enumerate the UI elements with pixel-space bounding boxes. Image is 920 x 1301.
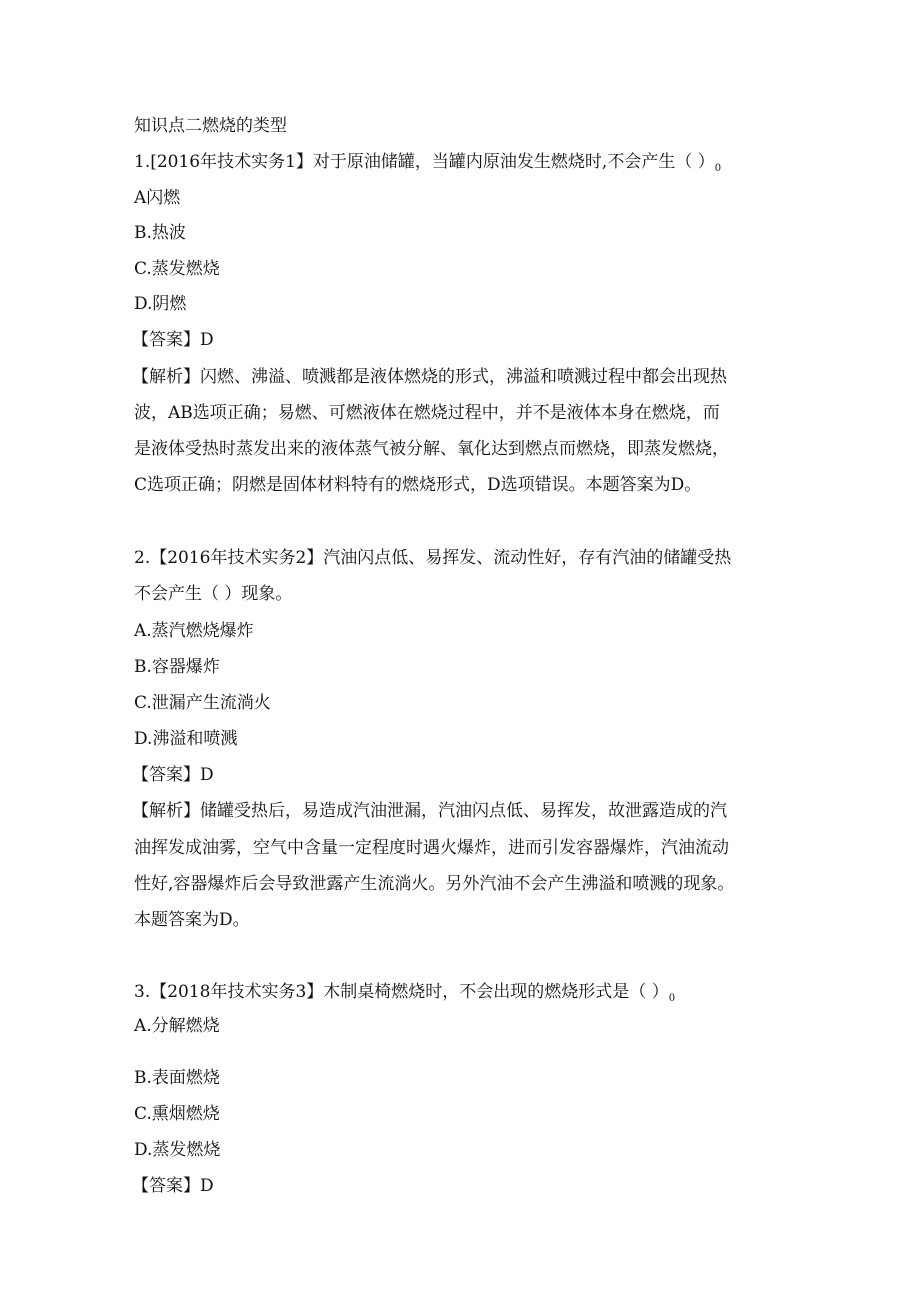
question-3-stem-tail: 0	[668, 993, 676, 1004]
question-1-option-b: B.热波	[134, 223, 186, 243]
question-2-answer: 【答案】D	[132, 765, 214, 785]
question-2-analysis-line-3: 性好,容器爆炸后会导致泄露产生流淌火。另外汽油不会产生沸溢和喷溅的现象。	[134, 874, 735, 894]
question-3-stem	[134, 980, 675, 1011]
question-2-option-a: A.蒸汽燃烧爆炸	[134, 621, 254, 641]
question-2-option-c: C.泄漏产生流淌火	[134, 693, 271, 713]
question-1-analysis-line-2: 波，AB选项正确；易燃、可燃液体在燃烧过程中，并不是液体本身在燃烧，而	[134, 403, 720, 423]
section-title: 知识点二燃烧的类型	[134, 116, 287, 136]
question-3-stem-text: 3.【2018年技术实务3】木制桌椅燃烧时，不会出现的燃烧形式是（ ）	[134, 982, 669, 1002]
question-1-stem-text: 1.[2016年技术实务1】对于原油储罐，当罐内原油发生燃烧时,不会产生（ ）	[134, 152, 715, 172]
question-1-stem-tail: 0	[714, 163, 722, 174]
question-1-option-d: D.阴燃	[134, 294, 187, 314]
question-1-stem	[134, 150, 721, 181]
question-1-analysis-line-3: 是液体受热时蒸发出来的液体蒸气被分解、氧化达到燃点而燃烧，即蒸发燃烧，	[134, 439, 729, 459]
question-3-option-b: B.表面燃烧	[134, 1068, 220, 1088]
question-3-option-c: C.熏烟燃烧	[134, 1104, 220, 1124]
question-1-answer: 【答案】D	[132, 330, 214, 350]
question-2-analysis-line-4: 本题答案为D。	[134, 910, 250, 930]
question-2-option-b: B.容器爆炸	[134, 657, 220, 677]
question-2-analysis-line-2: 油挥发成油雾，空气中含量一定程度时遇火爆炸，进而引发容器爆炸，汽油流动	[134, 838, 729, 858]
question-3-answer: 【答案】D	[132, 1176, 214, 1196]
question-1-analysis-line-4: C选项正确；阴燃是固体材料特有的燃烧形式，D选项错误。本题答案为D。	[134, 475, 702, 495]
question-1-option-c: C.蒸发燃烧	[134, 259, 220, 279]
question-2-option-d: D.沸溢和喷溅	[134, 729, 238, 749]
question-2-stem-line-2: 不会产生（ ）现象。	[134, 584, 293, 604]
question-2-stem-line-1: 2.【2016年技术实务2】汽油闪点低、易挥发、流动性好，存有汽油的储罐受热	[134, 548, 732, 568]
question-1-analysis-line-1: 【解析】闪燃、沸溢、喷溅都是液体燃烧的形式，沸溢和喷溅过程中都会出现热	[132, 367, 727, 387]
question-3-option-d: D.蒸发燃烧	[134, 1140, 221, 1160]
question-3-option-a: A.分解燃烧	[134, 1016, 220, 1036]
question-1-option-a: A闪燃	[134, 188, 181, 208]
question-2-analysis-line-1: 【解析】储罐受热后，易造成汽油泄漏，汽油闪点低、易挥发，故泄露造成的汽	[132, 801, 727, 821]
